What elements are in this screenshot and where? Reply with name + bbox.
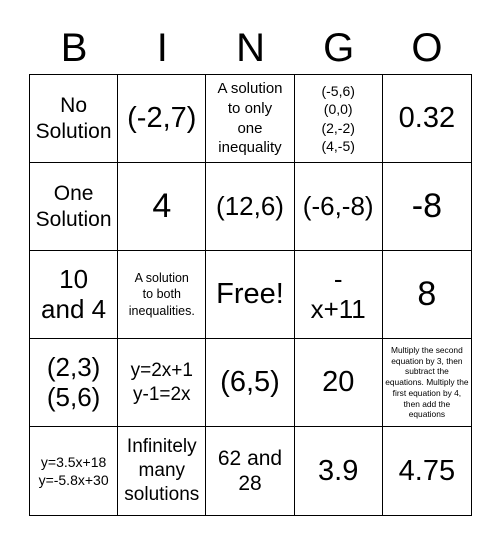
bingo-cell-r1-c4[interactable] (295, 75, 383, 163)
cell-text: - x+11 (310, 263, 366, 324)
cell-text: Multiply the second equation by 3, then subtract the equations. Multiply the first equation by 4, then add the equations (385, 345, 469, 420)
cell-text: (6,5) (220, 366, 280, 399)
bingo-cell-r3-c5[interactable] (383, 251, 471, 339)
cell-text: 0.32 (398, 102, 456, 135)
cell-text: Infinitely many solutions (124, 436, 200, 505)
bingo-cell-r4-c4[interactable] (295, 339, 383, 427)
bingo-cell-r5-c3[interactable] (206, 427, 294, 515)
bingo-cell-r2-c3[interactable] (206, 163, 294, 251)
cell-text: No Solution (35, 94, 112, 143)
cell-text: 4.75 (398, 454, 456, 487)
header-letter-g: G (323, 26, 355, 70)
cell-text: 20 (322, 366, 355, 399)
cell-text: -8 (411, 186, 442, 225)
cell-text: A solution to both inequalities. (128, 271, 195, 318)
bingo-cell-r3-c4[interactable] (295, 251, 383, 339)
header-letter-o: O (411, 26, 443, 70)
bingo-cell-r2-c4[interactable] (295, 163, 383, 251)
cell-text: y=3.5x+18 y=-5.8x+30 (38, 453, 109, 488)
bingo-cell-r2-c1[interactable] (30, 163, 118, 251)
cell-text: (-6,-8) (302, 190, 374, 221)
cell-text: A solution to only one inequality (217, 79, 283, 157)
header-letter-b: B (60, 26, 88, 70)
cell-text: 62 and 28 (217, 446, 283, 495)
header-letter-i: I (156, 26, 168, 70)
cell-text: y=2x+1 y-1=2x (130, 359, 193, 405)
bingo-cell-r3-c3[interactable] (206, 251, 294, 339)
bingo-cell-r5-c4[interactable] (295, 427, 383, 515)
bingo-header (30, 22, 471, 74)
bingo-cell-r4-c3[interactable] (206, 339, 294, 427)
bingo-cell-r4-c1[interactable] (30, 339, 118, 427)
cell-text: 10 and 4 (41, 263, 107, 324)
cell-text: 4 (152, 186, 172, 225)
cell-text: One Solution (35, 182, 112, 231)
bingo-cell-r5-c5[interactable] (383, 427, 471, 515)
cell-text: (-5,6) (0,0) (2,-2) (4,-5) (321, 83, 355, 154)
bingo-cell-r4-c2[interactable] (118, 339, 206, 427)
bingo-cell-r3-c1[interactable] (30, 251, 118, 339)
header-letter-n: N (236, 26, 265, 70)
bingo-cell-r2-c2[interactable] (118, 163, 206, 251)
bingo-cell-r5-c1[interactable] (30, 427, 118, 515)
cell-text: 3.9 (318, 454, 359, 487)
bingo-board (29, 74, 472, 516)
cell-text: 8 (417, 274, 437, 313)
bingo-cell-r5-c2[interactable] (118, 427, 206, 515)
cell-text: Free! (216, 278, 284, 311)
bingo-cell-r1-c5[interactable] (383, 75, 471, 163)
cell-text: (12,6) (216, 190, 284, 221)
bingo-cell-r1-c2[interactable] (118, 75, 206, 163)
bingo-cell-r4-c5[interactable] (383, 339, 471, 427)
bingo-cell-r1-c3[interactable] (206, 75, 294, 163)
bingo-cell-r1-c1[interactable] (30, 75, 118, 163)
bingo-cell-r2-c5[interactable] (383, 163, 471, 251)
cell-text: (-2,7) (127, 102, 197, 135)
cell-text: (2,3) (5,6) (46, 351, 101, 412)
bingo-cell-r3-c2[interactable] (118, 251, 206, 339)
